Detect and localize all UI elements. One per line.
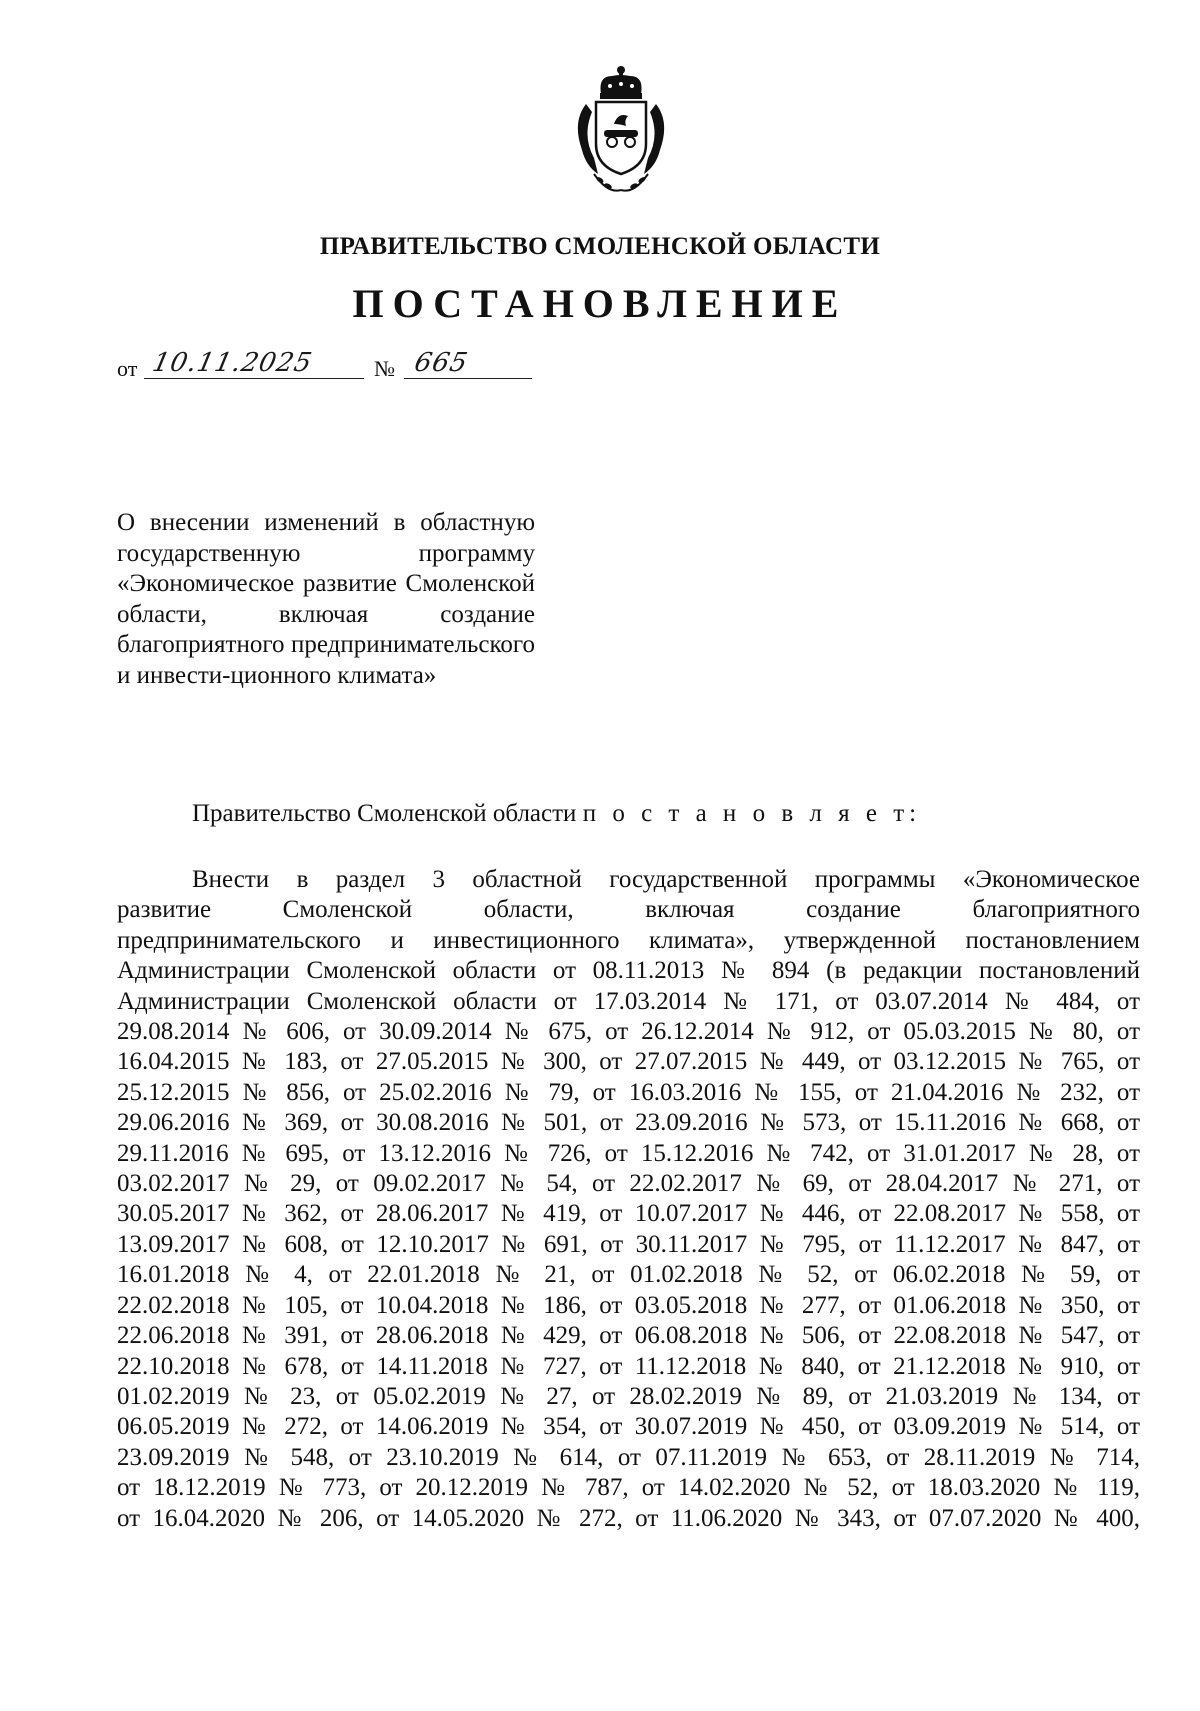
document-type-title: ПОСТАНОВЛЕНИЕ: [352, 281, 848, 326]
body-line: 03.02.2017 № 29, от 09.02.2017 № 54, от 22.02.2017 № 69, от 28.04.2017 № 271, от: [117, 1170, 1140, 1198]
body-line: 29.08.2014 № 606, от 30.09.2014 № 675, от 26.12.2014 № 912, от 05.03.2015 № 80, от: [117, 1018, 1140, 1046]
preamble: [192, 800, 921, 828]
body-line: 29.06.2016 № 369, от 30.08.2016 № 501, от 23.09.2016 № 573, от 15.11.2016 № 668, от: [117, 1109, 1140, 1137]
body-line: 16.01.2018 № 4, от 22.01.2018 № 21, от 01.02.2018 № 52, от 06.02.2018 № 59, от: [117, 1261, 1140, 1289]
preamble-text: Правительство Смоленской области: [192, 800, 577, 827]
number-underline: [404, 378, 532, 379]
body-line: Внести в раздел 3 областной государственной программы «Экономическое: [192, 866, 1140, 893]
body-line: 25.12.2015 № 856, от 25.02.2016 № 79, от 16.03.2016 № 155, от 21.04.2016 № 232, от: [117, 1078, 1140, 1106]
body-line: 30.05.2017 № 362, от 28.06.2017 № 419, от 10.07.2017 № 446, от 22.08.2017 № 558, от: [117, 1200, 1140, 1228]
body-line: 22.02.2018 № 105, от 10.04.2018 № 186, от 03.05.2018 № 277, от 01.06.2018 № 350, от: [117, 1291, 1140, 1319]
date-underline: [144, 378, 364, 379]
body-line: 22.06.2018 № 391, от 28.06.2018 № 429, от 06.08.2018 № 506, от 22.08.2018 № 547, от: [117, 1322, 1140, 1350]
body-line: 13.09.2017 № 608, от 12.10.2017 № 691, от 30.11.2017 № 795, от 11.12.2017 № 847, от: [117, 1230, 1140, 1258]
decree-subject: О внесении изменений в областную государственную программу «Экономическое развитие Смоленской области, включая создание благоприятного предпринимательского и инвести-ционного климата»: [117, 509, 535, 689]
decree-body: [117, 865, 1140, 1534]
body-line: развитие Смоленской области, включая создание благоприятного: [117, 896, 1140, 924]
date-label: от: [117, 356, 138, 381]
body-line: 23.09.2019 № 548, от 23.10.2019 № 614, от 07.11.2019 № 653, от 28.11.2019 № 714,: [117, 1443, 1140, 1471]
preamble-resolves: п о с т а н о в л я е т:: [582, 800, 922, 827]
coat-of-arms-icon: [568, 62, 674, 196]
number-label: №: [374, 356, 395, 381]
handwritten-date: 10.11.2025: [149, 348, 316, 378]
body-line: 22.10.2018 № 678, от 14.11.2018 № 727, от 11.12.2018 № 840, от 21.12.2018 № 910, от: [117, 1352, 1140, 1380]
body-line: 16.04.2015 № 183, от 27.05.2015 № 300, от 27.07.2015 № 449, от 03.12.2015 № 765, от: [117, 1048, 1140, 1076]
handwritten-number: 665: [411, 348, 471, 378]
issuing-authority: ПРАВИТЕЛЬСТВО СМОЛЕНСКОЙ ОБЛАСТИ: [319, 233, 881, 260]
body-line: предпринимательского и инвестиционного климата», утвержденной постановлением: [117, 926, 1140, 954]
body-line: 01.02.2019 № 23, от 05.02.2019 № 27, от 28.02.2019 № 89, от 21.03.2019 № 134, от: [117, 1382, 1140, 1410]
date-number-line: [117, 348, 547, 386]
body-line: Администрации Смоленской области от 17.03.2014 № 171, от 03.07.2014 № 484, от: [117, 987, 1140, 1015]
body-line: от 16.04.2020 № 206, от 14.05.2020 № 272, от 11.06.2020 № 343, от 07.07.2020 № 400,: [117, 1504, 1140, 1532]
body-line: 29.11.2016 № 695, от 13.12.2016 № 726, от 15.12.2016 № 742, от 31.01.2017 № 28, от: [117, 1139, 1140, 1167]
body-line: Администрации Смоленской области от 08.11.2013 № 894 (в редакции постановлений: [117, 957, 1140, 985]
body-line: 06.05.2019 № 272, от 14.06.2019 № 354, от 30.07.2019 № 450, от 03.09.2019 № 514, от: [117, 1413, 1140, 1441]
body-line: от 18.12.2019 № 773, от 20.12.2019 № 787, от 14.02.2020 № 52, от 18.03.2020 № 119,: [117, 1474, 1140, 1502]
